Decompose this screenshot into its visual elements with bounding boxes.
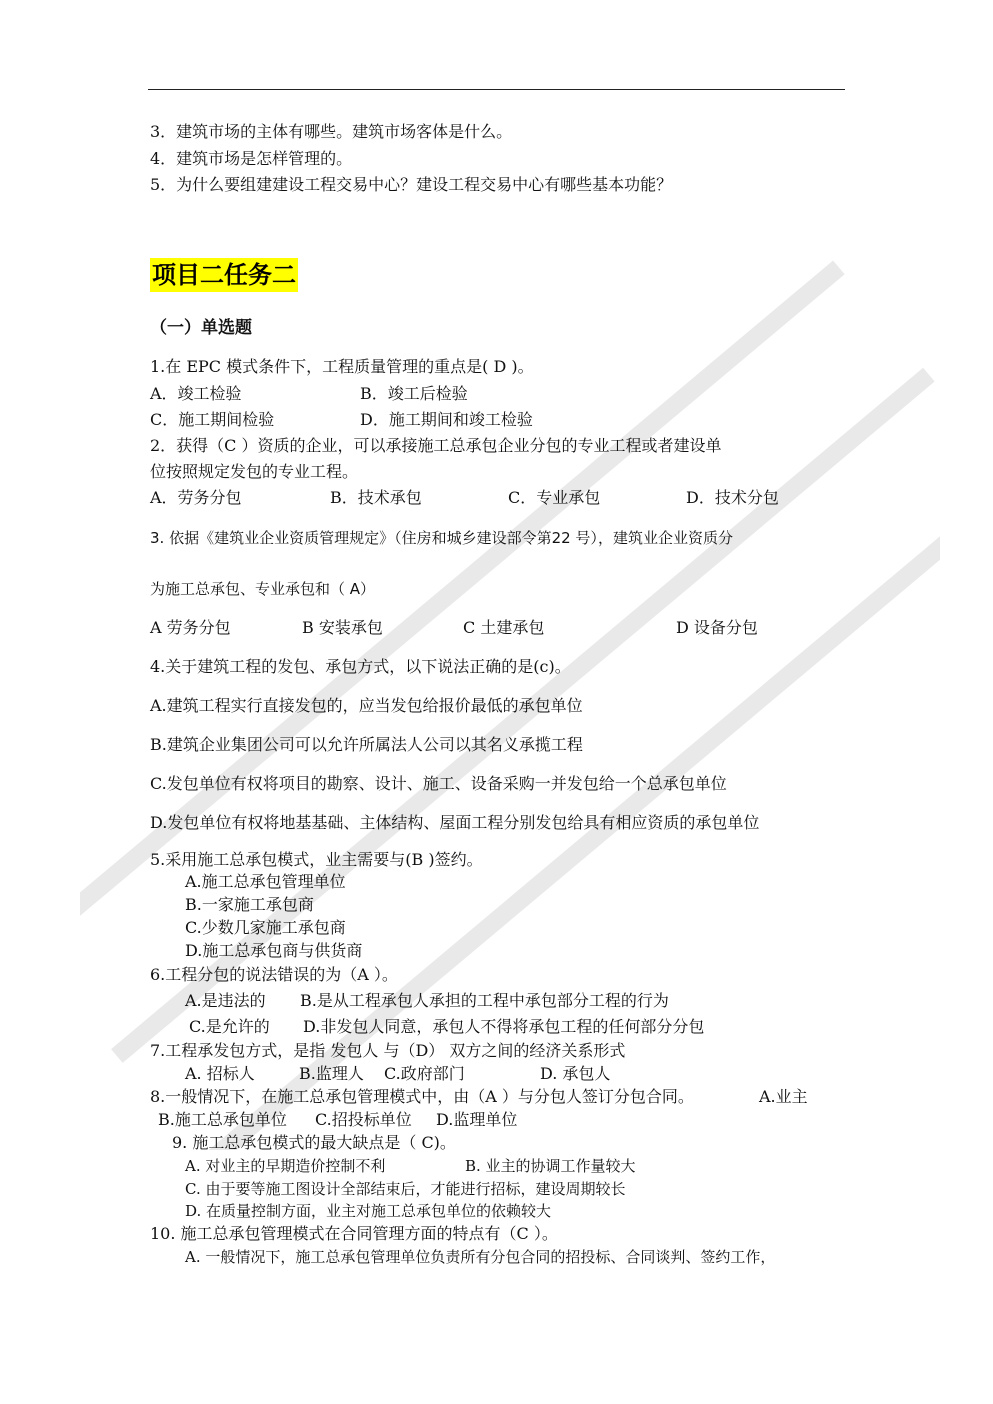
q4-option-d: D.发包单位有权将地基基础、主体结构、屋面工程分别发包给具有相应资质的承包单位 — [150, 813, 760, 832]
q6-option-c: C.是允许的 — [189, 1017, 270, 1036]
q8-option-a: A.业主 — [759, 1087, 808, 1106]
review-question-3: 3．建筑市场的主体有哪些。建筑市场客体是什么。 — [150, 122, 513, 141]
q4-option-c: C.发包单位有权将项目的勘察、设计、施工、设备采购一并发包给一个总承包单位 — [150, 774, 727, 793]
q6-stem: 6.工程分包的说法错误的为（A ）。 — [150, 965, 398, 984]
q3-option-b: B 安装承包 — [302, 618, 383, 637]
q4-option-a: A.建筑工程实行直接发包的，应当发包给报价最低的承包单位 — [150, 696, 583, 715]
q8-option-d: D.监理单位 — [436, 1110, 518, 1129]
q7-option-c: C.政府部门 — [384, 1064, 465, 1083]
q7-stem: 7.工程承发包方式，是指 发包人 与（D） 双方之间的经济关系形式 — [150, 1041, 626, 1060]
header-rule — [148, 89, 845, 90]
q7-option-d: D. 承包人 — [540, 1064, 611, 1083]
q9-option-d: D. 在质量控制方面，业主对施工总承包单位的依赖较大 — [185, 1202, 552, 1220]
q1-option-a: A．竣工检验 — [150, 384, 242, 403]
q2-stem-line2: 位按照规定发包的专业工程。 — [150, 462, 359, 481]
q6-option-d: D.非发包人同意，承包人不得将承包工程的任何部分分包 — [303, 1017, 705, 1036]
subsection-title: （一）单选题 — [150, 318, 252, 338]
q3-option-a: A 劳务分包 — [150, 618, 231, 637]
q3-stem-line2: 为施工总承包、专业承包和（ A） — [150, 580, 376, 598]
q2-option-d: D．技术分包 — [686, 488, 779, 507]
q10-option-a: A. 一般情况下，施工总承包管理单位负责所有分包合同的招投标、合同谈判、签约工作， — [185, 1248, 776, 1266]
q10-stem: 10. 施工总承包管理模式在合同管理方面的特点有（C ）。 — [150, 1224, 558, 1243]
q8-option-c: C.招投标单位 — [315, 1110, 412, 1129]
section-title: 项目二任务二 — [150, 258, 298, 292]
q1-option-d: D．施工期间和竣工检验 — [360, 410, 533, 429]
q5-option-b: B.一家施工承包商 — [185, 895, 314, 914]
q9-option-b: B. 业主的协调工作量较大 — [465, 1157, 636, 1175]
q4-stem: 4.关于建筑工程的发包、承包方式，以下说法正确的是(c)。 — [150, 657, 571, 676]
q3-stem-line1: 3. 依据《建筑业企业资质管理规定》（住房和城乡建设部令第22 号），建筑业企业资质分 — [150, 529, 733, 547]
review-question-5: 5．为什么要组建建设工程交易中心？建设工程交易中心有哪些基本功能？ — [150, 175, 673, 194]
q2-option-b: B．技术承包 — [330, 488, 422, 507]
q5-stem: 5.采用施工总承包模式，业主需要与(B )签约。 — [150, 850, 483, 869]
q1-stem: 1.在 EPC 模式条件下，工程质量管理的重点是( D )。 — [150, 357, 534, 376]
q8-stem: 8.一般情况下，在施工总承包管理模式中，由（A ）与分包人签订分包合同。 — [150, 1087, 694, 1106]
q2-option-a: A．劳务分包 — [150, 488, 242, 507]
review-question-4: 4．建筑市场是怎样管理的。 — [150, 149, 353, 168]
q3-option-c: C 土建承包 — [463, 618, 545, 637]
q6-option-a: A.是违法的 — [185, 991, 266, 1010]
q2-option-c: C．专业承包 — [508, 488, 601, 507]
q5-option-c: C.少数几家施工承包商 — [185, 918, 346, 937]
q8-option-b: B.施工总承包单位 — [158, 1110, 287, 1129]
q9-option-a: A. 对业主的早期造价控制不利 — [185, 1157, 386, 1175]
q1-option-b: B．竣工后检验 — [360, 384, 468, 403]
q3-option-d: D 设备分包 — [676, 618, 758, 637]
q9-stem: 9. 施工总承包模式的最大缺点是（ C)。 — [172, 1133, 456, 1152]
q7-option-b: B.监理人 — [299, 1064, 364, 1083]
q7-option-a: A. 招标人 — [185, 1064, 255, 1083]
q9-option-c: C. 由于要等施工图设计全部结束后，才能进行招标，建设周期较长 — [185, 1180, 626, 1198]
q4-option-b: B.建筑企业集团公司可以允许所属法人公司以其名义承揽工程 — [150, 735, 583, 754]
q6-option-b: B.是从工程承包人承担的工程中承包部分工程的行为 — [300, 991, 669, 1010]
q5-option-d: D.施工总承包商与供货商 — [185, 941, 363, 960]
q1-option-c: C．施工期间检验 — [150, 410, 275, 429]
q5-option-a: A.施工总承包管理单位 — [185, 872, 346, 891]
q2-stem-line1: 2．获得（C ）资质的企业，可以承接施工总承包企业分包的专业工程或者建设单 — [150, 436, 722, 455]
